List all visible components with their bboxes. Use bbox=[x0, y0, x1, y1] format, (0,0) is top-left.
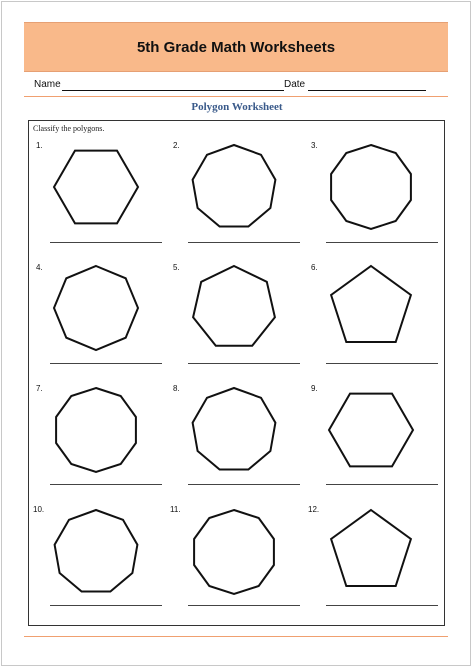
polygon-outline bbox=[54, 266, 138, 350]
problem-number: 11. bbox=[170, 505, 181, 514]
polygon-outline bbox=[54, 151, 138, 224]
polygon-shape bbox=[321, 137, 421, 237]
polygon-shape bbox=[321, 380, 421, 480]
polygon-outline bbox=[56, 388, 136, 472]
answer-line[interactable] bbox=[326, 242, 438, 243]
polygon-shape bbox=[184, 380, 284, 480]
date-label: Date bbox=[284, 79, 306, 90]
polygon-outline bbox=[193, 145, 276, 227]
problem-number: 7. bbox=[36, 384, 43, 393]
problem-number: 10. bbox=[33, 505, 45, 514]
polygon-shape bbox=[184, 137, 284, 237]
answer-line[interactable] bbox=[188, 363, 300, 364]
instructions: Classify the polygons. bbox=[33, 124, 105, 133]
answer-line[interactable] bbox=[326, 484, 438, 485]
polygon-outline bbox=[193, 266, 275, 346]
answer-line[interactable] bbox=[326, 363, 438, 364]
polygon-outline bbox=[331, 145, 411, 229]
answer-line[interactable] bbox=[50, 484, 162, 485]
answer-line[interactable] bbox=[50, 363, 162, 364]
polygon-shape bbox=[184, 502, 284, 602]
problem-number: 1. bbox=[36, 141, 43, 150]
header-banner bbox=[24, 22, 448, 72]
answer-line[interactable] bbox=[188, 484, 300, 485]
polygon-shape bbox=[321, 258, 421, 358]
problem-number: 8. bbox=[173, 384, 180, 393]
worksheet-title: Polygon Worksheet bbox=[191, 101, 283, 113]
answer-line[interactable] bbox=[50, 242, 162, 243]
name-date-row bbox=[34, 79, 444, 93]
polygon-shape bbox=[46, 380, 146, 480]
worksheet-series-title: 5th Grade Math Worksheets bbox=[136, 38, 336, 56]
problem-number: 12. bbox=[308, 505, 320, 514]
answer-line[interactable] bbox=[188, 605, 300, 606]
answer-line[interactable] bbox=[326, 605, 438, 606]
polygon-outline bbox=[194, 510, 274, 594]
polygon-outline bbox=[331, 266, 411, 342]
problem-number: 4. bbox=[36, 263, 43, 272]
polygon-shape bbox=[321, 502, 421, 602]
problem-number: 9. bbox=[311, 384, 318, 393]
answer-line[interactable] bbox=[50, 605, 162, 606]
problem-number: 2. bbox=[173, 141, 180, 150]
polygon-shape bbox=[46, 258, 146, 358]
date-field[interactable] bbox=[308, 90, 426, 91]
header-divider bbox=[24, 96, 448, 97]
polygon-shape bbox=[46, 502, 146, 602]
answer-line[interactable] bbox=[188, 242, 300, 243]
problem-number: 6. bbox=[311, 263, 318, 272]
problem-number: 5. bbox=[173, 263, 180, 272]
footer-rule bbox=[24, 636, 448, 637]
polygon-outline bbox=[331, 510, 411, 586]
polygon-outline bbox=[329, 394, 413, 467]
name-field[interactable] bbox=[62, 90, 284, 91]
name-label: Name bbox=[34, 79, 61, 90]
polygon-shape bbox=[184, 258, 284, 358]
polygon-outline bbox=[55, 510, 138, 592]
polygon-outline bbox=[193, 388, 276, 470]
polygon-shape bbox=[46, 137, 146, 237]
problem-number: 3. bbox=[311, 141, 318, 150]
